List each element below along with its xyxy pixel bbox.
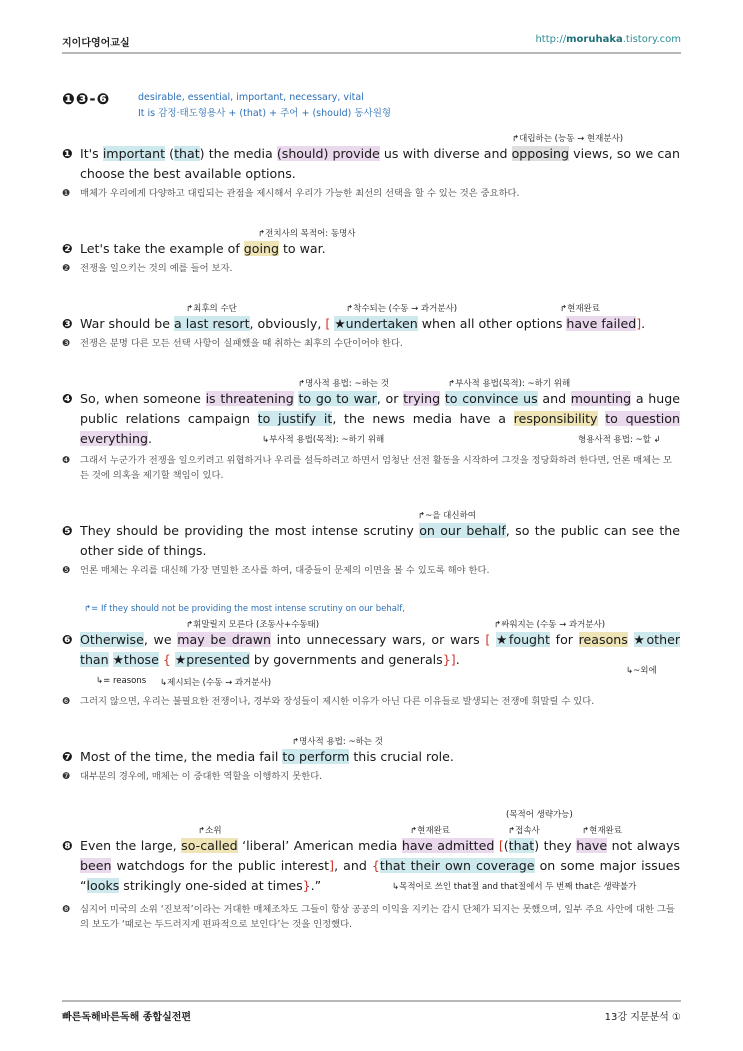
korean-translation: ❽ 심지어 미국의 소위 ‘진보적’이라는 거대한 매체조차도 그들이 항상 공공의 이익을 지키는 감시 단체가 되지는 못했으며, 일부 주요 사안에 대한 그들의 보도가 ‘때로는 두드러지게 편파적으로 보인다’는 것을 인정했다. (62, 904, 675, 930)
korean-translation: ❼ 대부분의 경우에, 매체는 이 중대한 역할을 이행하지 못한다. (62, 771, 323, 782)
english-text: ❷ Let's take the example of going to war. (62, 241, 326, 256)
annotation: ↱소위 (198, 826, 222, 836)
annotation: ↱명사적 용법: ~하는 것 (298, 379, 389, 389)
korean-translation: ❻ 그러지 않으면, 우리는 불필요한 전쟁이나, 경부와 장성들이 제시한 이유가 아닌 다른 이유들로 발생되는 전쟁에 휘말릴 수 있다. (62, 696, 595, 707)
annotation: ↱착수되는 (수동 → 과거분사) (346, 304, 458, 314)
annotation: ↱접속사 (508, 826, 540, 836)
annotation: 형용사적 용법: ~할 ↲ (578, 435, 661, 445)
english-text: ❹ So, when someone is threatening to go to war, or trying to convince us and mounting a huge public relations campaign to justify it, the news media have a responsibility to question everything. (62, 391, 680, 446)
topic-line-2: It is 감정·태도형용사 + (that) + 주어 + (should) 동사원형 (138, 108, 392, 119)
sentence-6 (62, 602, 680, 709)
english-text: ❼ Most of the time, the media fail to perform this crucial role. (62, 749, 454, 764)
sentence-4 (62, 375, 680, 483)
sentence-3 (62, 300, 680, 351)
footer-title: 빠른독해바른독해 종합실전편 (62, 1012, 192, 1023)
footer-rule (62, 1000, 681, 1002)
annotation: ↳= reasons (96, 676, 147, 686)
annotation: ↱현재완료 (582, 826, 622, 836)
sentence-7 (62, 733, 680, 784)
header-title: 지이다영어교실 (62, 38, 130, 49)
annotation: (목적어 생략가능) (506, 810, 573, 820)
footer-page: 13강 지문분석 ① (604, 1012, 681, 1023)
sentence-2 (62, 225, 680, 276)
annotation: ↱현재완료 (410, 826, 450, 836)
annotation: ↱부사적 용법(목적): ~하기 위해 (448, 379, 571, 389)
annotation: ↱최후의 수단 (186, 304, 237, 314)
page-footer (62, 1008, 681, 1022)
page-header (62, 34, 681, 48)
annotation: ↳목적어로 쓰인 that절 and that절에서 두 번째 that은 생략불가 (392, 882, 637, 892)
annotation: ↱휘말릴지 모른다 (조동사+수동태) (186, 620, 320, 630)
korean-translation: ❸ 전쟁은 분명 다른 모든 선택 사항이 실패했을 때 취하는 최후의 수단이어야 한다. (62, 338, 403, 349)
korean-translation: ❹ 그래서 누군가가 전쟁을 일으키려고 위협하거나 우리를 설득하려고 하면서 엄청난 선전 활동을 시작하여 그것을 정당화하려 한다면, 언론 매체는 모든 것에 의혹을 제기할 책임이 있다. (62, 455, 673, 481)
annotation: ↱대립하는 (능동 → 현재분사) (512, 134, 624, 144)
english-text: ❽ Even the large, so-called ‘liberal’ American media have admitted [(that) they have not always been watchdogs for the public interest], and {that their own coverage on some major issues “looks strikingly one-sided at times}.” (62, 838, 681, 893)
sentence-8 (62, 808, 680, 932)
header-rule (62, 52, 681, 54)
grammar-topic (62, 88, 680, 124)
english-text: ❶ It's important (that) the media (should) provide us with diverse and opposing views, so we can choose the best available options. (62, 146, 681, 181)
annotation: ↱전치사의 목적어: 동명사 (258, 229, 356, 239)
english-text: ❺ They should be providing the most intense scrutiny on our behalf, so the public can see the other side of things. (62, 523, 680, 558)
topic-line-1: desirable, essential, important, necessary, vital (138, 92, 364, 103)
annotation: ↳부사적 용법(목적): ~하기 위해 (262, 435, 385, 445)
topic-numbers: ❶❸-❻ (62, 90, 111, 108)
annotation: ↳~외에 (626, 666, 657, 676)
sentence-5 (62, 507, 680, 578)
english-text: ❻ Otherwise, we may be drawn into unnecessary wars, or wars [ ★fought for reasons ★other than ★those { ★presented by governments and generals}]. (62, 632, 681, 667)
main-content (62, 88, 680, 932)
annotation: ↱= If they should not be providing the most intense scrutiny on our behalf, (84, 604, 405, 614)
annotation: ↱싸워지는 (수동 → 과거분사) (494, 620, 606, 630)
annotation: ↱명사적 용법: ~하는 것 (292, 737, 383, 747)
annotation: ↱현재완료 (560, 304, 600, 314)
korean-translation: ❺ 언론 매체는 우리를 대신해 가장 면밀한 조사를 하여, 대중들이 문제의 이면을 볼 수 있도록 해야 한다. (62, 565, 490, 576)
annotation: ↳제시되는 (수동 → 과거분사) (160, 678, 272, 688)
korean-translation: ❷ 전쟁을 일으키는 것의 예를 들어 보자. (62, 263, 233, 274)
sentence-1 (62, 130, 680, 201)
korean-translation: ❶ 매체가 우리에게 다양하고 대립되는 관점을 제시해서 우리가 가능한 최선의 선택을 할 수 있는 것은 중요하다. (62, 188, 520, 199)
english-text: ❸ War should be a last resort, obviously, [ ★undertaken when all other options have failed]. (62, 316, 646, 331)
annotation: ↱~을 대신하여 (418, 511, 477, 521)
header-url[interactable]: http://moruhaka.tistory.com (535, 34, 681, 45)
